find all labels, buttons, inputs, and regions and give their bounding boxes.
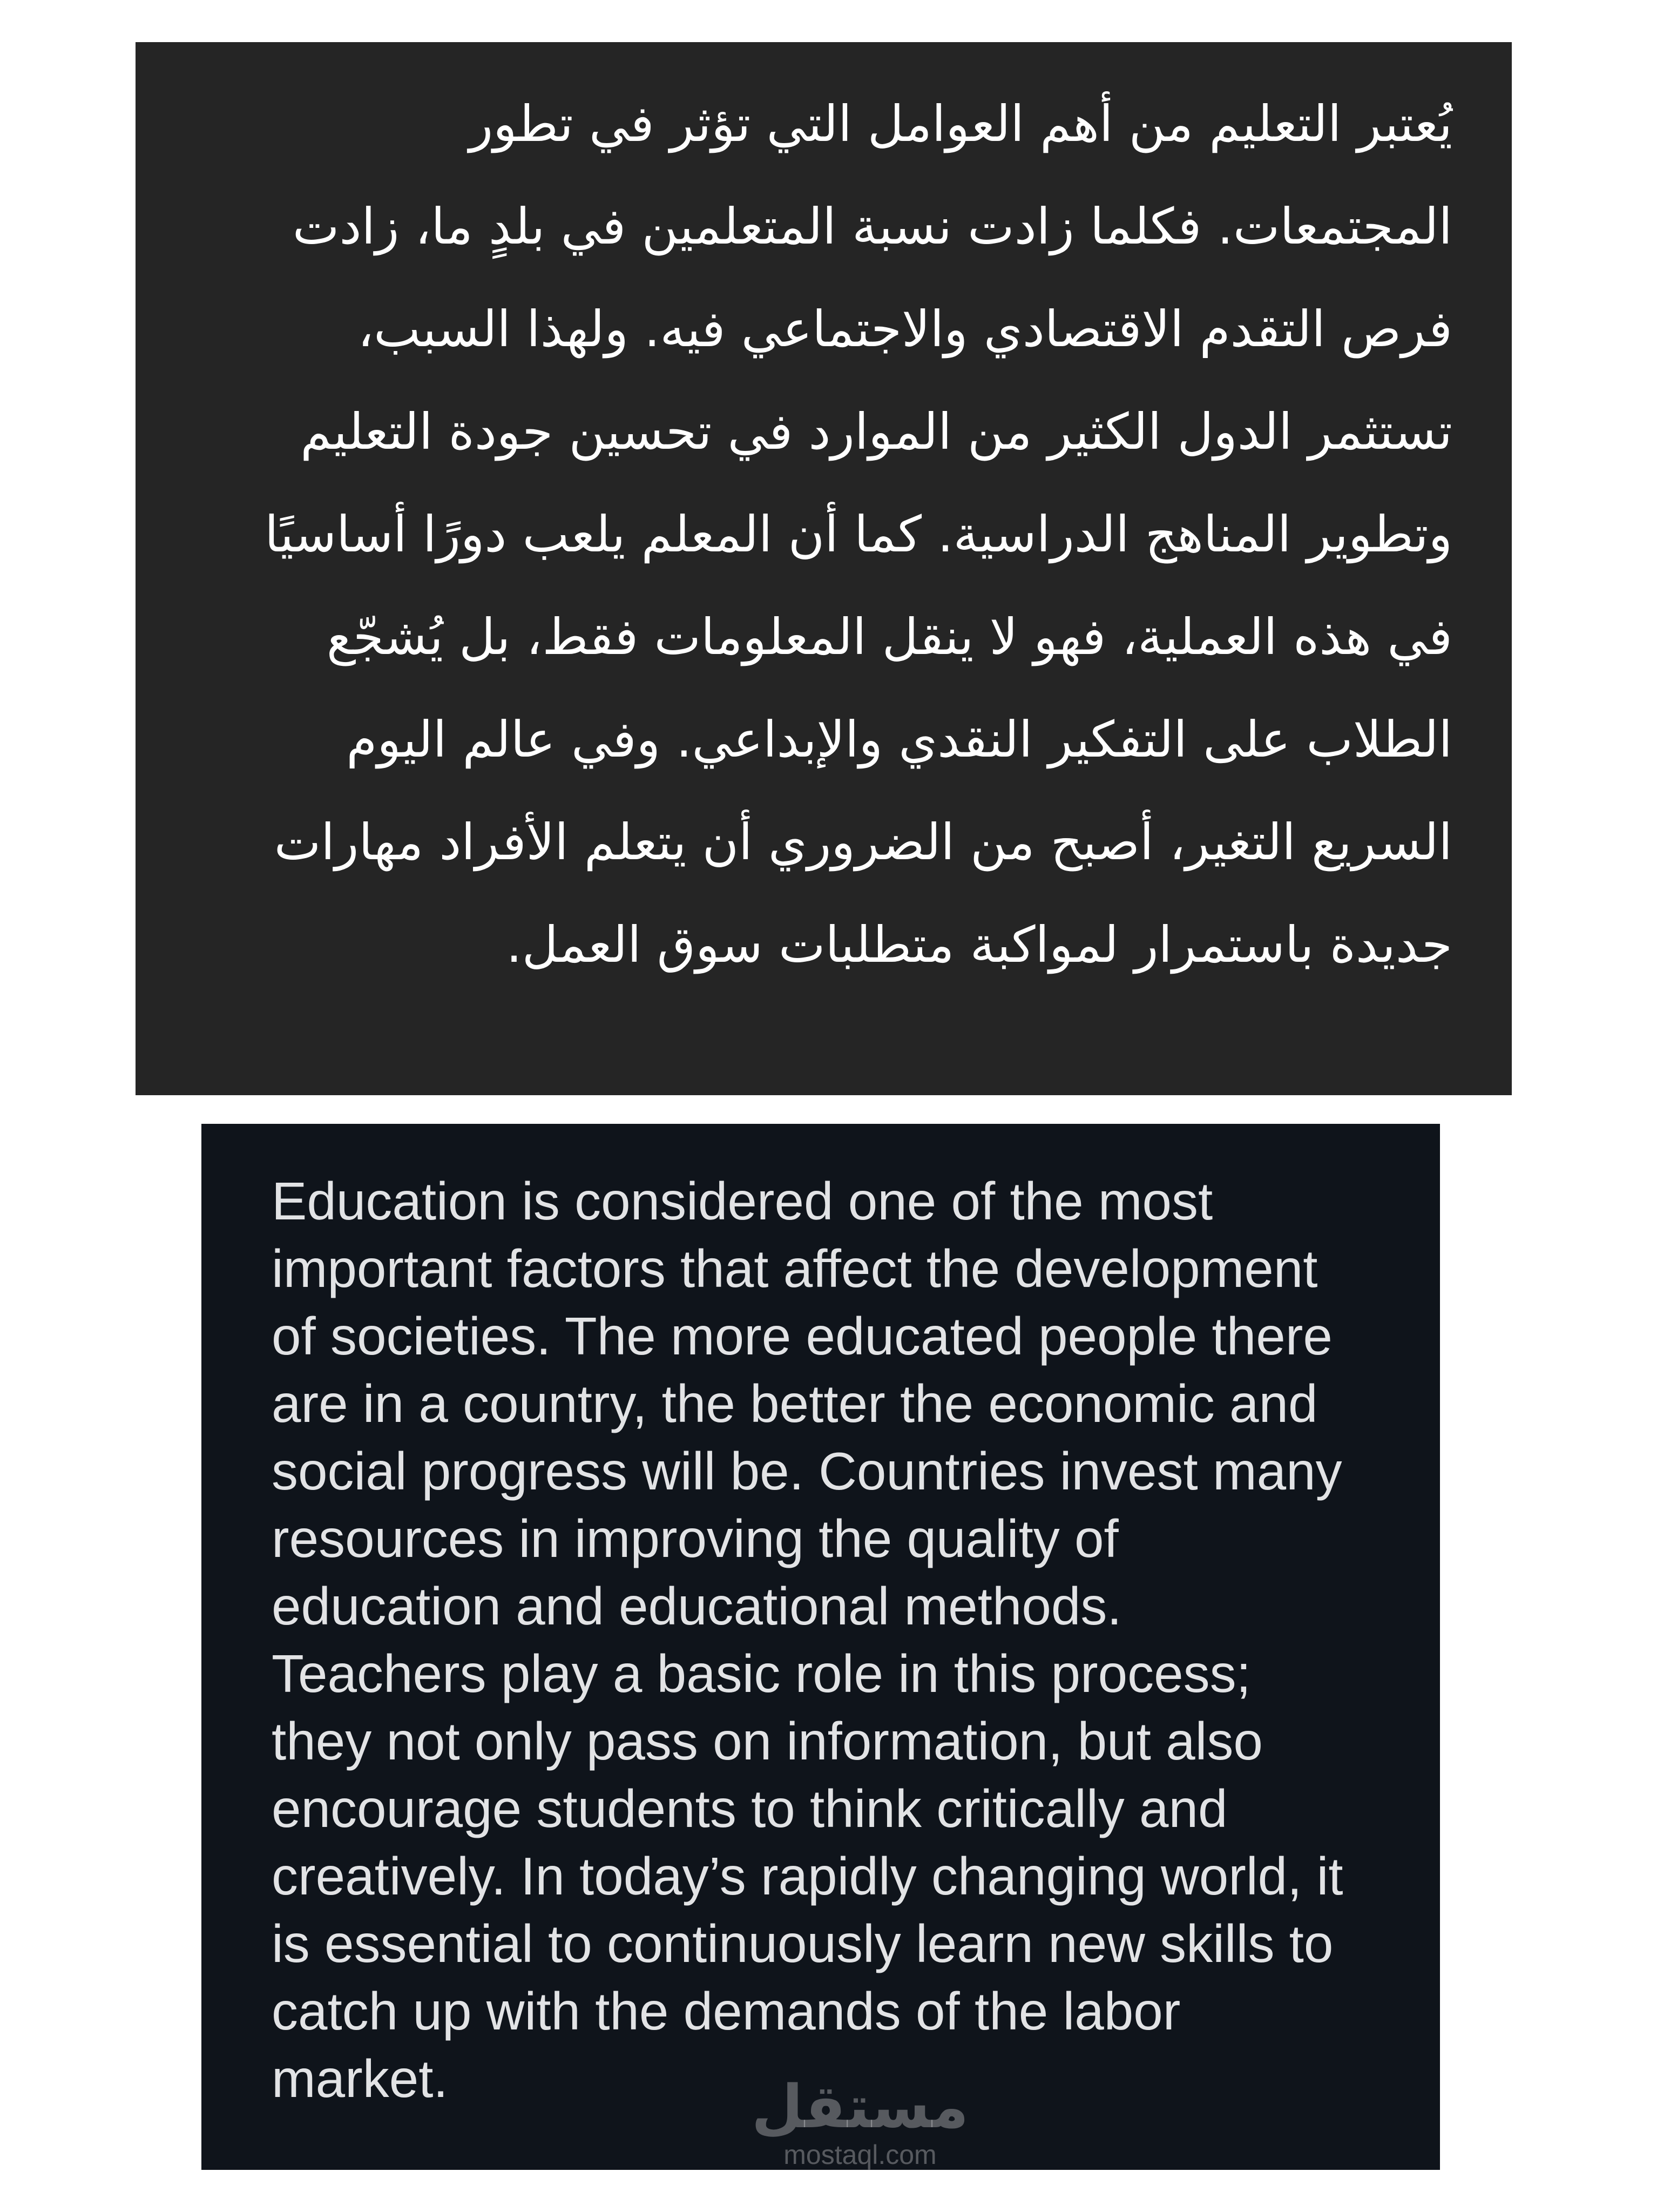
english-text-line: catch up with the demands of the labor: [272, 1981, 1181, 2041]
english-text-line: of societies. The more educated people there: [272, 1306, 1333, 1366]
english-text-line: market.: [272, 2049, 448, 2108]
english-text-panel: [201, 1124, 1440, 2170]
english-text-line: Education is considered one of the most: [272, 1171, 1213, 1231]
english-text-line: creatively. In today’s rapidly changing world, it: [272, 1846, 1343, 1906]
arabic-text-line: في هذه العملية، فهو لا ينقل المعلومات فقط، بل يُشجّع: [326, 608, 1452, 666]
arabic-text-line: الطلاب على التفكير النقدي والإبداعي. وفي عالم اليوم: [346, 711, 1452, 768]
arabic-text-line: جديدة باستمرار لمواكبة متطلبات سوق العمل.: [506, 916, 1452, 974]
arabic-text-line: وتطوير المناهج الدراسية. كما أن المعلم يلعب دورًا أساسيًا: [265, 505, 1452, 563]
english-text-line: Teachers play a basic role in this process;: [272, 1644, 1251, 1703]
english-text-line: social progress will be. Countries invest many: [272, 1441, 1342, 1501]
arabic-text-panel: [136, 42, 1512, 1095]
mostaql-watermark: [736, 2074, 984, 2170]
english-text-line: education and educational methods.: [272, 1576, 1122, 1636]
english-text-line: they not only pass on information, but also: [272, 1711, 1263, 1771]
mostaql-logo: مستقل: [751, 2072, 969, 2141]
english-text-line: resources in improving the quality of: [272, 1509, 1119, 1568]
english-text-line: are in a country, the better the economic and: [272, 1374, 1318, 1433]
arabic-text-line: يُعتبر التعليم من أهم العوامل التي تؤثر في تطور: [469, 95, 1452, 153]
arabic-text-line: تستثمر الدول الكثير من الموارد في تحسين جودة التعليم: [300, 403, 1452, 461]
english-text-line: is essential to continuously learn new skills to: [272, 1914, 1334, 1973]
arabic-text-line: المجتمعات. فكلما زادت نسبة المتعلمين في بلدٍ ما، زادت: [292, 198, 1452, 255]
arabic-text-line: فرص التقدم الاقتصادي والاجتماعي فيه. ولهذا السبب،: [357, 300, 1452, 358]
arabic-text-line: السريع التغير، أصبح من الضروري أن يتعلم الأفراد مهارات: [274, 813, 1452, 871]
english-text-line: encourage students to think critically and: [272, 1779, 1228, 1838]
mostaql-url: mostaql.com: [783, 2140, 937, 2170]
english-text-line: important factors that affect the development: [272, 1239, 1318, 1298]
